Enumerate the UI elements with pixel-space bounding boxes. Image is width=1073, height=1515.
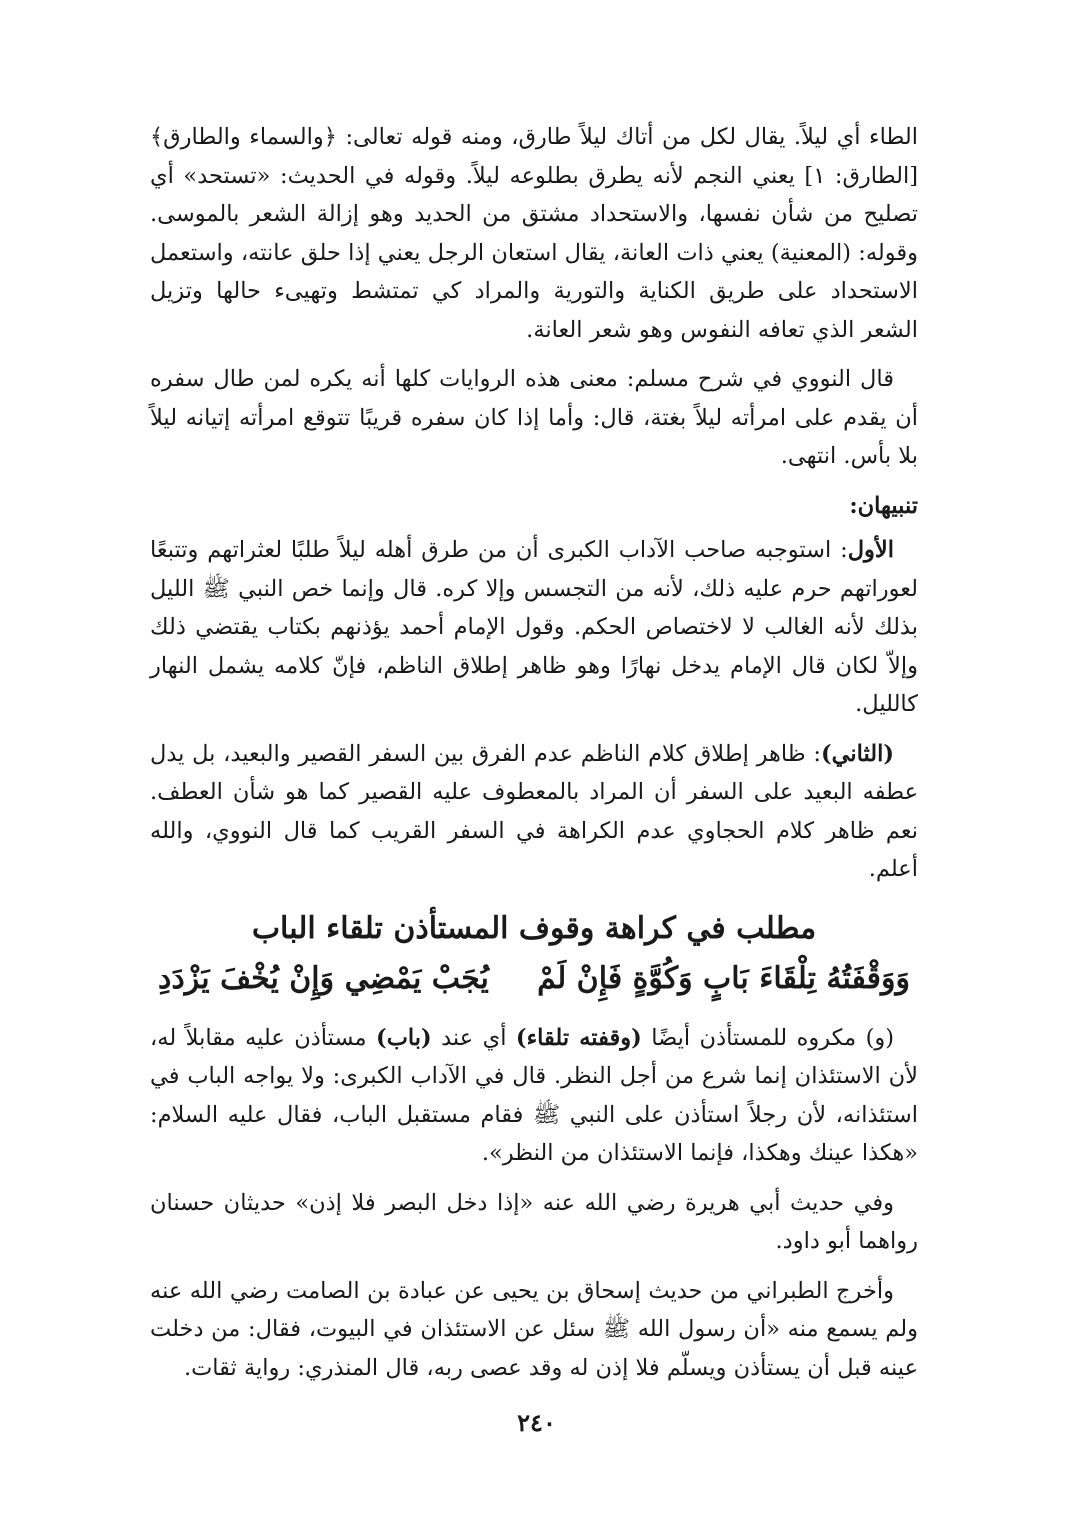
first-note-lead: الأول <box>847 537 894 563</box>
commentary-part-c: أي عند <box>431 1024 516 1051</box>
paragraph-first-note <box>150 531 918 724</box>
paragraph-commentary <box>150 1019 918 1173</box>
second-note-text: : ظاهر إطلاق كلام الناظم عدم الفرق بين السفر القصير والبعيد، بل يدل عطفه البعيد على السفر أن المراد بالمعطوف عليه القصير كما هو شأن العطف. نعم ظاهر كلام الحجاوي عدم الكراهة في السفر القريب كما قال النووي، والله أعلم. <box>150 740 918 882</box>
verse-first-hemistich: وَوَقْفَتُهُ تِلْقَاءَ بَابٍ وَكُوَّةٍ فَإِنْ لَمْ <box>537 960 910 996</box>
paragraph-tabarani: وأخرج الطبراني من حديث إسحاق بن يحيى عن عبادة بن الصامت رضي الله عنه ولم يسمع منه «أن رسول الله ﷺ سئل عن الاستئذان في البيوت، فقال: من دخلت عينه قبل أن يستأذن ويسلّم فلا إذن له وقد عصى ربه، قال المنذري: رواية ثقات. <box>150 1277 918 1381</box>
two-notes-heading: تنبيهان: <box>849 492 918 519</box>
second-note-lead: (الثاني) <box>820 740 894 767</box>
page-number: ٢٤٠ <box>517 1408 556 1437</box>
first-note-text: : استوجبه صاحب الآداب الكبرى أن من طرق أهله ليلاً طلبًا لعثراتهم وتتبعًا لعوراتهم حرم عليه ذلك، لأنه من التجسس وإلا كره. قال وإنما خص النبي ﷺ الليل بذلك لأنه الغالب لا لاختصاص الحكم. وقول الإمام أحمد يؤذنهم بكتاب يقتضي ذلك وإلاّ لكان قال الإمام يدخل نهارًا وهو ظاهر إطلاق الناظم، فإنّ كلامه يشمل النهار كالليل. <box>150 537 918 717</box>
poem-verse <box>150 955 918 1003</box>
commentary-quote-2: (باب) <box>376 1024 432 1051</box>
commentary-part-a: (و) مكروه للمستأذن أيضًا <box>641 1024 895 1051</box>
page-body <box>150 118 918 1398</box>
section-title: مطلب في كراهة وقوف المستأذن تلقاء الباب <box>251 910 817 946</box>
commentary-part-e: مستأذن عليه مقابلاً له، لأن الاستئذان إنما شرع من أجل النظر. قال في الآداب الكبرى: ولا يواجه الباب في استئذانه، لأن رجلاً استأذن على النبي ﷺ فقام مستقبل الباب، فقال عليه السلام: «هكذا عينك وهكذا، فإنما الاستئذان من النظر». <box>150 1024 918 1166</box>
verse-second-hemistich: يُجَبْ يَمْضِي وَإِنْ يُخْفَ يَزْدَدِ <box>158 960 489 996</box>
paragraph-abu-hurayra: وفي حديث أبي هريرة رضي الله عنه «إذا دخل البصر فلا إذن» حديثان حسنان رواهما أبو داود. <box>150 1189 918 1254</box>
paragraph-second-note <box>150 735 918 889</box>
paragraph-1: الطاء أي ليلاً. يقال لكل من أتاك ليلاً طارق، ومنه قوله تعالى: ﴿والسماء والطارق﴾ [الطارق: ١] يعني النجم لأنه يطرق بطلوعه ليلاً. وقوله في الحديث: «تستحد» أي تصليح من شأن نفسها، والاستحداد مشتق من الحديد وهو إزالة الشعر بالموسى. وقوله: (المعنية) يعني ذات العانة، يقال استعان الرجل يعني إذا حلق عانته، واستعمل الاستحداد على طريق الكناية والتورية والمراد كي تمتشط وتهيىء حالها وتزيل الشعر الذي تعافه النفوس وهو شعر العانة. <box>150 124 918 343</box>
commentary-quote-1: (وقفته تلقاء) <box>515 1024 642 1051</box>
paragraph-nawawi: قال النووي في شرح مسلم: معنى هذه الروايات كلها أنه يكره لمن طال سفره أن يقدم على امرأته ليلاً بغتة، قال: وأما إذا كان سفره قريبًا تتوقع امرأته إتيانه ليلاً بلا بأس. انتهى. <box>150 366 919 469</box>
